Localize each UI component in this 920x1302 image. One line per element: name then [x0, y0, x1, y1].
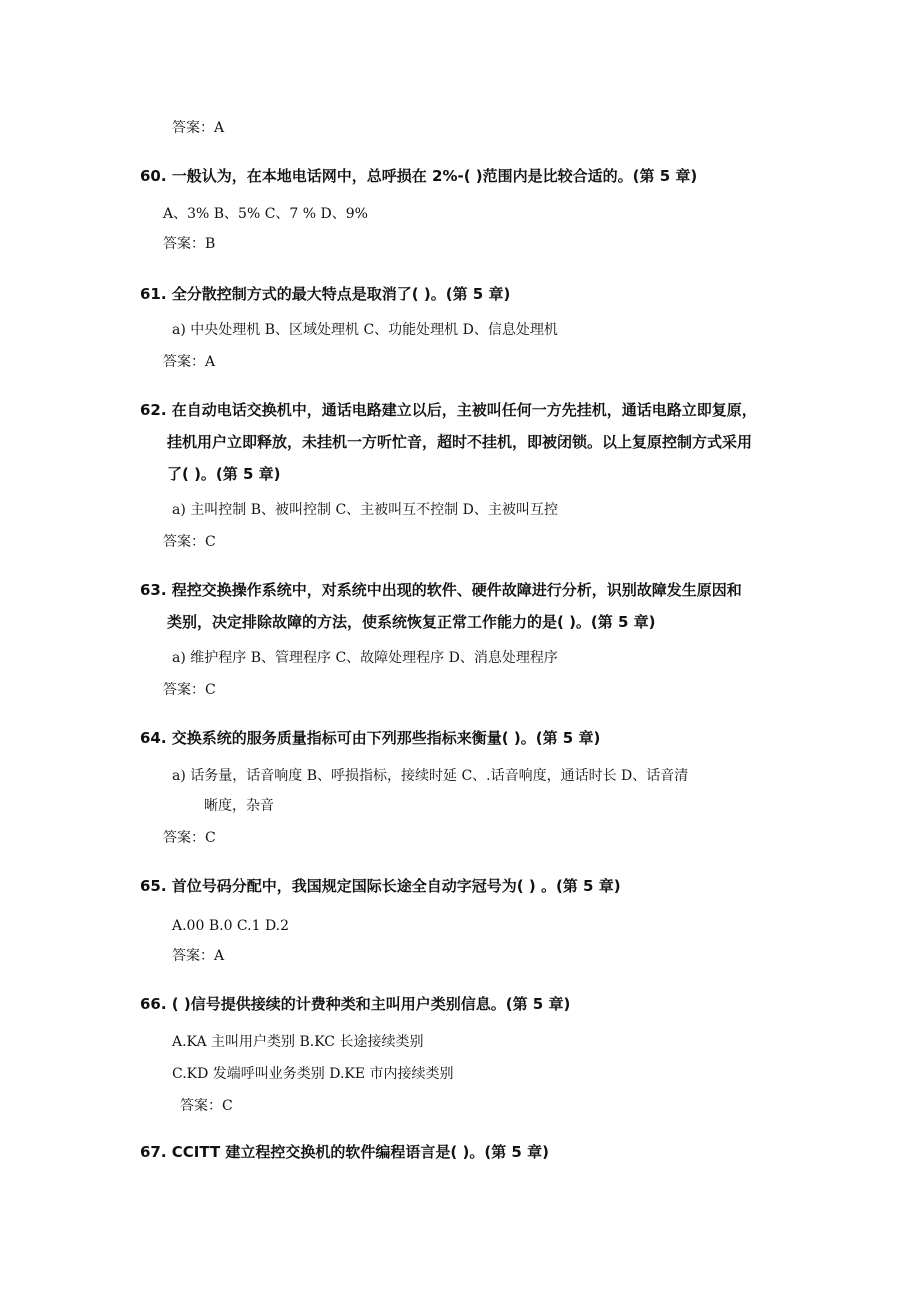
answer-61: 答案：A: [163, 354, 216, 370]
options-66-line1: A.KA 主叫用户类别 B.KC 长途接续类别: [172, 1034, 424, 1050]
options-61: a) 中央处理机 B、区域处理机 C、功能处理机 D、信息处理机: [172, 322, 558, 338]
options-62: a) 主叫控制 B、被叫控制 C、主被叫互不控制 D、主被叫互控: [172, 502, 558, 518]
question-60: 60. 一般认为，在本地电话网中，总呼损在 2%-( )范围内是比较合适的。(第 5 章): [140, 167, 698, 185]
options-64-line1: a) 话务量，话音响度 B、呼损指标，接续时延 C、.话音响度，通话时长 D、话音清: [172, 768, 689, 784]
options-63: a) 维护程序 B、管理程序 C、故障处理程序 D、消息处理程序: [172, 650, 558, 666]
answer-65: 答案：A: [172, 948, 225, 964]
question-63-line1: 63. 程控交换操作系统中，对系统中出现的软件、硬件故障进行分析，识别故障发生原因和: [140, 581, 742, 599]
question-67: 67. CCITT 建立程控交换机的软件编程语言是( )。(第 5 章): [140, 1143, 549, 1161]
options-66-line2: C.KD 发端呼叫业务类别 D.KE 市内接续类别: [172, 1066, 454, 1082]
answer-62: 答案：C: [163, 534, 216, 550]
question-62-line1: 62. 在自动电话交换机中，通话电路建立以后，主被叫任何一方先挂机，通话电路立即复原，: [140, 401, 757, 419]
question-62-line3: 了( )。(第 5 章): [167, 465, 281, 483]
question-65: 65. 首位号码分配中，我国规定国际长途全自动字冠号为( ) 。(第 5 章): [140, 877, 621, 895]
options-64-line2: 晰度，杂音: [204, 798, 274, 814]
question-66: 66. ( )信号提供接续的计费种类和主叫用户类别信息。(第 5 章): [140, 995, 571, 1013]
answer-66: 答案：C: [180, 1098, 233, 1114]
answer-63: 答案：C: [163, 682, 216, 698]
options-60: A、3% B、5% C、7 % D、9%: [163, 206, 368, 222]
options-65: A.00 B.0 C.1 D.2: [172, 918, 290, 934]
answer-64: 答案：C: [163, 830, 216, 846]
question-64: 64. 交换系统的服务质量指标可由下列那些指标来衡量( )。(第 5 章): [140, 729, 601, 747]
question-63-line2: 类别，决定排除故障的方法，使系统恢复正常工作能力的是( )。(第 5 章): [167, 613, 656, 631]
question-62-line2: 挂机用户立即释放，未挂机一方听忙音，超时不挂机，即被闭锁。以上复原控制方式采用: [167, 433, 753, 451]
question-61: 61. 全分散控制方式的最大特点是取消了( )。(第 5 章): [140, 285, 511, 303]
answer-59: 答案：A: [172, 120, 225, 136]
answer-60: 答案：B: [163, 236, 216, 252]
